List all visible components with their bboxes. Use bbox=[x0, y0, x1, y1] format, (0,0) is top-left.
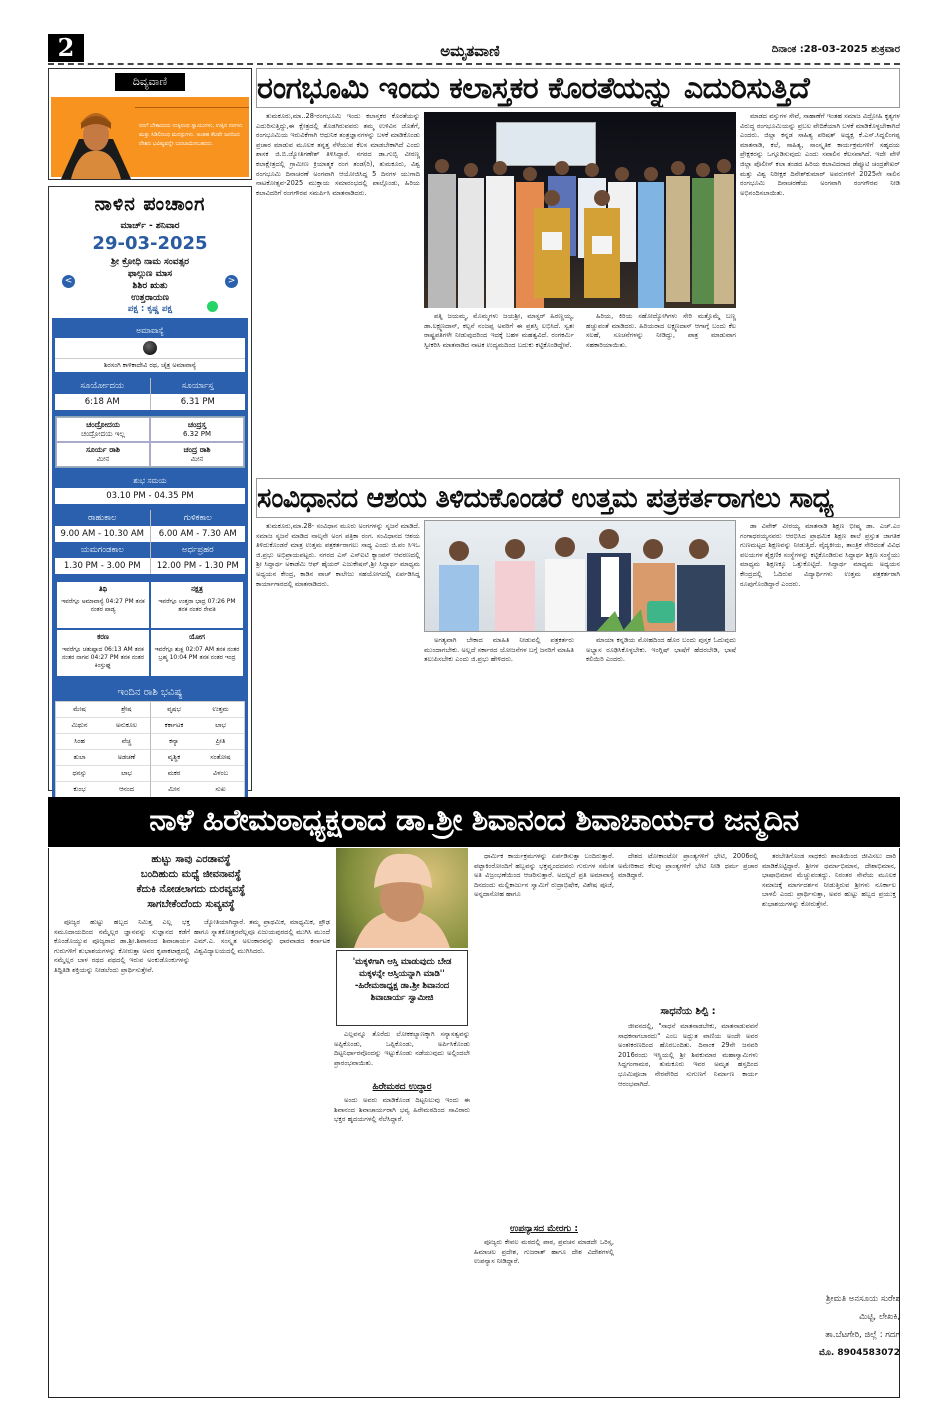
rashi-prediction: ಅಡಚಣೆ bbox=[103, 750, 150, 766]
headline-journalism: ಸಂವಿಧಾನದ ಆಶಯ ತಿಳಿದುಕೊಂಡರೆ ಉತ್ತಮ ಪತ್ರಕರ್ತರಾಗಲು ಸಾಧ್ಯ bbox=[256, 478, 900, 518]
amavasya-section bbox=[55, 324, 245, 372]
samvatsara: ಶ್ರೀ ಕ್ರೋಧಿ ನಾಮ ಸಂವತ್ಸರ bbox=[111, 257, 189, 267]
story2-text-1: ತುಮಕೂರು,ಮಾ.28- ಸಂವಿಧಾನ ಮೂರು ಅಂಗಗಳನ್ನು ಸೃಜನೆ ಮಾಡಿದೆ. ಸಮಾಜ ಸೃಜನೆ ಮಾಡಿದ ನಾಲ್ಕನೇ ಅಂಗ ಪತ್ರಿಕಾ ರಂಗ. ಸಂವಿಧಾನದ ಆಶಯ ತಿಳಿದುಕೊಂಡರೆ ಮಾತ್ರ ಉತ್ತಮ ಪತ್ರಕರ್ತರಾಗಲು ಸಾಧ್ಯ ಎಂದು ಜಿ.ಪಂ ಸಿಇಒ ಜಿ.ಪ್ರಭು ಅಭಿಪ್ರಾಯಪಟ್ಟರು. ನಗರದ ಎಸ್ ಎಸ್‍ಐಟಿ ಕ್ಯಾಂಪಸ್ ಆವರಣದಲ್ಲಿ ಶ್ರೀ ಸಿದ್ಧಾರ್ಥ ಅಕಾಡೆಮಿ ಆಫ್ ಹೈಯರ್ ಎಜುಕೇಷನ್,ಶ್ರೀ ಸಿದ್ಧಾರ್ಥ ಮಾಧ್ಯಮ ಅಧ್ಯಯನ ಕೇಂದ್ರ, ಕಾಡಿನ ವಾಚ್ ಕಾಲೇಜು ಸಹಯೋಗದಲ್ಲಿ ಏರ್ಪಡಿಸಿದ್ದ ಕಾರ್ಯಾಗಾರದಲ್ಲಿ ಮಾತನಾಡಿದರು. bbox=[256, 522, 420, 588]
shubha-time: 03.10 PM - 04.35 PM bbox=[106, 491, 194, 501]
moonset-label: ಚಂದ್ರಸ್ತ bbox=[187, 420, 207, 429]
subhead-udhara: ಹಿರೇಮಠದ ಉದ್ಧಾರ bbox=[372, 1082, 432, 1092]
rashi-name: ವೃಷಭ bbox=[150, 702, 197, 718]
rashi-prediction: ಆನಂದ bbox=[103, 782, 150, 798]
nakshatra: ಇವರೆಗ್ಗೂ ಉತ್ತರಾ ಭಾದ್ರ 07:26 PM ತನಕ ನಂತರ ರೇವತಿ bbox=[158, 598, 236, 613]
story2-text-2: ಅಗತ್ಯವಾಗಿ ಬೇಕಾದ ಮಾಹಿತಿ ನೀಡುವಲ್ಲಿ ಪತ್ರಕರ್ತರು ಮುಂದಾಗಬೇಕು. ಅಲ್ಲದೆ ಸರ್ಕಾರದ ಯೋಜನೆಗಳ ಬಗ್ಗೆ ಜನರಿಗೆ ಮಾಹಿತಿ ತಲುಪಿಸಬೇಕು ಎಂದು ಜಿ.ಪ್ರಭು ಹೇಳಿದರು. bbox=[424, 636, 574, 664]
story1-col1 bbox=[256, 112, 420, 474]
rashi-prediction: ವೆಚ್ಚ bbox=[103, 734, 150, 750]
gulika-time: 6.00 AM - 7.30 AM bbox=[150, 526, 246, 542]
ayana: ಉತ್ತರಾಯಣ bbox=[131, 293, 169, 303]
ritu: ಶಿಶಿರ ಋತು bbox=[132, 281, 168, 291]
surya-rashi: ಮೀನ bbox=[96, 455, 110, 463]
rashi-name: ಧನಸ್ಸು bbox=[56, 766, 103, 782]
abhijit-label: ಅರ್ಧಪ್ರಹರ bbox=[150, 542, 246, 558]
divyavani-title: ದಿವ್ಯವಾಣಿ bbox=[115, 73, 185, 91]
month-day: ಮಾರ್ಚ್ - ಶನಿವಾರ bbox=[120, 221, 180, 231]
rashi-prediction: ಉತ್ತಮ bbox=[197, 702, 244, 718]
rashi-name: ಸಿಂಹ bbox=[56, 734, 103, 750]
gulika-label: ಗುಳಿಕಕಾಲ bbox=[150, 510, 246, 526]
rashi-prediction: ಪ್ರೀತಿ bbox=[197, 734, 244, 750]
journalism-workshop-photo bbox=[424, 520, 736, 632]
story1-col3 bbox=[586, 312, 736, 474]
tithi: ಇವರೆಗ್ಗೂ ಅಮಾವಾಸ್ಯೆ 04:27 PM ತನಕ ನಂತರ ಪಾಡ್ಯ bbox=[61, 598, 145, 613]
story3-col5 bbox=[618, 852, 758, 1000]
panchanga-date-card bbox=[52, 217, 248, 318]
moonset: 6.32 PM bbox=[182, 430, 212, 438]
abhijit-time: 12.00 PM - 1.30 PM bbox=[150, 558, 246, 574]
swamiji-photo bbox=[336, 848, 468, 948]
rashi-name: ಕನ್ಯಾ bbox=[150, 734, 197, 750]
story3-col3a bbox=[334, 1030, 470, 1080]
moonrise-label: ಚಂದ್ರೋದಯ bbox=[86, 420, 120, 429]
whatsapp-icon[interactable] bbox=[207, 301, 218, 312]
tithi-label: ತಿಥಿ bbox=[98, 585, 108, 593]
story3-text-5b: ಜೀವನದಲ್ಲಿ, "ಸಾಧನೆ ಮಾತನಾಡಬೇಕು, ಮಾತನಾಡುವವನೆ ಸಾಧಕನಾಗಬಾರದು" ಎಂಬ ಅದ್ಭುತ ವಾಣಿಯ ಅಂದೇ ಅವರ ಅಂತಃಕರಣದಿಂದ ಹೊರಬಂದಿತು. ದಿನಾಂಕ 29ನೇ ಜನವರಿ 2016ರಂದು ಇಸ್ಥಿಯಲ್ಲಿ ಶ್ರೀ ಶಿವಕುಮಾರ ಮಹಾಸ್ವಾಮಿಗಳು ಸಿದ್ದಗಂಗಾಮಠ, ತುಮಕೂರು ಇವರ ಅಮೃತ ಹಸ್ತದಿಂದ ಭೂಮಿಪೂಜಾ ನೇರವೇರಿದ ಸುಗುಣಗೆ ನಿರ್ಮಾಣ ಕಾರ್ಯ ಆರಂಭವಾಗಿದೆ. bbox=[618, 1022, 758, 1088]
moonrise: ಚಂದ್ರೋದಯ ಇಲ್ಲ bbox=[81, 430, 125, 438]
rahu-time: 9.00 AM - 10.30 AM bbox=[60, 529, 144, 539]
rashi-prediction: ವಿಳಂಬ bbox=[197, 766, 244, 782]
page-number: 2 bbox=[48, 34, 84, 62]
rashi-table bbox=[55, 701, 245, 799]
panchanga-title: ನಾಳಿನ ಪಂಚಾಂಗ bbox=[94, 193, 206, 215]
story3-col2 bbox=[194, 918, 330, 1394]
story2-col1 bbox=[256, 522, 420, 792]
story3-col3b bbox=[334, 1096, 470, 1394]
rashi-prediction: ಶ್ರೇಷ bbox=[103, 702, 150, 718]
shubha-label: ಶುಭ ಸಮಯ bbox=[55, 474, 245, 488]
story1-text-2: ಪತ್ನಿ ಜಯಮ್ಮ, ಮೊಮ್ಮಗಳು ಜಯಶ್ರೀ, ಮಾಸ್ಟರ್ ಹಿರಣ್ಣಯ್ಯ, ಡಾ.ಲಕ್ಷ್ಮಣದಾಸ್, ಕಲ್ಪನೆ ನಂಜಪ್ಪ ಅವರಿಗೆ ಈ ಪ್ರಶಸ್ತಿ ಲಭಿಸಿದೆ. ಸ್ವತಃ ರಾಷ್ಟ್ರಪತಿಗಳೇ ನೀಡುವುದರಿಂದ ಇದಕ್ಕೆ ಬಹಳ ಮಹತ್ವವಿದೆ. ರಂಗಕರ್ಮಿ ಸ್ವೀಕರಿಸಿ ಮಾತನಾಡಿದ ನಾಟಕ ಉದ್ಯಮದಿಂದ ಬದುಕು ಕಟ್ಟಿಕೊಂಡಿದ್ದೇವೆ. bbox=[424, 312, 574, 349]
poem-line: ಸಾಗಬೇಕೆಂದೆಂದು ಸುವ್ಯವಸ್ಥೆ bbox=[147, 899, 235, 910]
story3-text-4: ಧಾರ್ಮಿಕ ಕಾರ್ಯಕ್ರಮಗಳನ್ನು ಏರ್ಪಡಿಸುತ್ತಾ ಬಂದಿರುತ್ತಾರೆ. ಪಟ್ಟಾಕಿಂರೋಂದಿಗೆ ಹಬ್ಬವನ್ನು ಭಕ್ತವೃಂದದವರು ಗುರುಗಳ ಸಮೇತ ಅತಿ ವಿಜ್ರಂಭಣೆಯಿಂದ ಆಚರಿಸುತ್ತಾರೆ. ಅದಲ್ಲದೆ ಪ್ರತಿ ಅಮಾವಾಸ್ಯೆ ದಿನದಂದು ಮಲ್ಲಿಕಾರ್ಜುನ ಸ್ವಾಮಿಗೆ ರುದ್ರಾಭಿಷೇಕ, ವಿಶೇಷ ಪೂಜೆ, ಅನ್ನದಾಸೋಹ ಹಾಗೂ bbox=[474, 852, 614, 899]
swami-portrait bbox=[57, 99, 135, 177]
story3-text-4b: ಪೂಜ್ಯರು ಕೇವಲ ಮಠದಲ್ಲಿ ಪಾಠ, ಪ್ರವಚನ ಮಾಡದೇ ಒರಿಸ್ಸ, ಹಿಮಾಚಲ ಪ್ರದೇಶ, ಗುಜರಾತ್ ಹಾಗೂ ದೇಶ ವಿದೇಶಗಳಲ್ಲಿ ಉಪನ್ಯಾಸ ನೀಡಿದ್ದಾರೆ. bbox=[474, 1238, 614, 1266]
story3-col4b bbox=[474, 1238, 614, 1394]
sidebar bbox=[48, 68, 252, 793]
story3-col6 bbox=[762, 852, 896, 1284]
author-phone: ಮೊ. 8904583072 bbox=[818, 1348, 900, 1358]
new-moon-icon bbox=[143, 341, 157, 355]
divyavani-quote: ನನಗೆ ಬೇಕಾದುದು ಉಕ್ಕಿನಂಥ ಸ್ನಾಯುಗಳು, ಉಕ್ಕಿನ ನರಗಳು ಮತ್ತು ಸಿಡಿಲಿನಂಥ ಮನಸ್ಸುಗಳು. ಅಂತಹ ಕೆಲವೇ ಜನರಿಂದ ದೇಶದ ಭವಿಷ್ಯವನ್ನೇ ಬದಲಾಯಿಸಬಹುದು. bbox=[135, 107, 249, 177]
divyavani-panel bbox=[51, 97, 249, 177]
rashi-name: ಮಿಥುನ bbox=[56, 718, 103, 734]
sunrise-label: ಸೂರ್ಯೋದಯ bbox=[80, 381, 125, 391]
author-signature bbox=[760, 1290, 900, 1362]
story3-col5b bbox=[618, 1022, 758, 1394]
story2-text-4: ಡಾ ವಿವೇಕ್ ವೀರಯ್ಯ ಮಾತನಾಡಿ ಶಿಕ್ಷಣ ಭೀಷ್ಮ ಡಾ. ಎಚ್.ಎಂ ಗಂಗಾಧರಯ್ಯನವರು ಆರಭಿಸಿದ ಪ್ರಾಥಮಿಕ ಶಿಕ್ಷಣ ಶಾಲೆ ಪ್ರಸ್ತುತ ಜಾಗತಿಕ ಗುಣಮಟ್ಟದ ಶಿಕ್ಷಣವನ್ನು ನೀಡುತ್ತಿದೆ. ವೈದ್ಯಕೀಯ, ತಾಂತ್ರಿಕ ಸೇರಿದಂತೆ ವಿವಿಧ ವಲಯಗಳ ಶೈಕ್ಷಣಿಕ ಸಂಸ್ಥೆಗಳನ್ನು ಕಟ್ಟಿಕೊಂಡಿರುವ ಸಿದ್ಧಾರ್ಥ ಶಿಕ್ಷಣ ಸಂಸ್ಥೆಯು ಮಾಧ್ಯಮ ಶಿಕ್ಷಣಕ್ಕೂ ಒತ್ತುಕೊಟ್ಟಿದೆ. ಸಿದ್ಧಾರ್ಥ ಮಾಧ್ಯಮ ಅಧ್ಯಯನ ಕೇಂದ್ರದಲ್ಲಿ ಓದಿರುವ ವಿದ್ಯಾರ್ಥಿಗಳು ಉತ್ತಮ ಪತ್ರಕರ್ತರಾಗಿ ರೂಪುಗೊಂಡಿದ್ದಾರೆ ಎಂದರು. bbox=[740, 522, 900, 588]
story1-text-1: ತುಮಕೂರು,ಮಾ..28-ರಂಗಭೂಮಿ ಇಂದು ಕಲಾಸ್ತಕರ ಕೊರತೆಯನ್ನು ಎದುರಿಸುತ್ತಿದ್ದು,ಈ ಕ್ಷೇತ್ರದಲ್ಲಿ ತೊಡಗಿರುವವರು ತಮ್ಮ ಉಳಿವಿನ ಜೊತೆಗೆ, ರಂಗಭೂಮಿಯ ಇರುವಿಕೆಗಾಗಿ ಆಧುನಿಕ ತಂತ್ರಜ್ಞಾನಗಳನ್ನು ಬಳಕೆ ಮಾಡಿಕೊಂಡು ಪ್ರಚಾರ ಮಾಡುವ ಮೂಲಕ ತನ್ನತ್ತ ಸೆಳೆಯುವ ಕೆಲಸ ಮಾಡಬೇಕಾಗಿದೆ ಎಂದು ಶಾಸಕ ಜಿ.ಬಿ.ಜ್ಯೋತಿಗಣೇಶ್ ತಿಳಿಸಿದ್ದಾರೆ. ನಗರದ ಡಾ.ಗುಬ್ಬಿ ವೀರಣ್ಣ ಕಲಾಕ್ಷೇತ್ರದಲ್ಲಿ ಗ್ರಾಮೀಣ ಕ್ರಿಯಾತ್ಮಕ ರಂಗ ತಂಡ(ರಿ), ತುಮಕೂರು, ವಿಶ್ವ ರಂಗಭೂಮಿ ದಿನಾಚರಣೆ ಅಂಗವಾಗಿ ಆಯೋಜಿಸಿದ್ದ 5 ದಿನಗಳ ಯುಗಾದಿ ನಾಟಕೋತ್ಸವ-2025 ಮುಕ್ತಾಯ ಸಮಾರಂಭದಲ್ಲಿ ಪಾಲ್ಗೊಂಡು, ಹಿರಿಯ ಕಲಾವಿದರಿಗೆ ರಂಗಗೌರವ ಸಮರ್ಪಿಸಿ ಮಾತನಾಡಿದರು. bbox=[256, 112, 420, 197]
rashi-name: ತುಲಾ bbox=[56, 750, 103, 766]
chandra-rashi: ಮೀನ bbox=[190, 455, 204, 463]
yoga: ಇವರೆಗ್ಗೂ ಶುಕ್ಲ 02:07 AM ತನಕ ನಂತರ ಬ್ರಹ್ಮ 10:04 PM ತನಕ ನಂತರ ಇಂದ್ರ bbox=[154, 646, 240, 661]
subhead-upanyasa: ಉಪನ್ಯಾಸದ ಮೇರಗು : bbox=[510, 1224, 578, 1234]
moon-rashi-grid bbox=[55, 416, 245, 468]
story3-col1 bbox=[54, 918, 190, 1394]
panchanga-date: 29-03-2025 bbox=[92, 233, 208, 254]
story1-text-3: ಹಿರಿಯ, ಕಿರಿಯ ಸಹೋದ್ಯೋಗಿಗಳು ಸೇರಿ ಮತ್ತೊಮ್ಮೆ ಬಣ್ಣ ಹಚ್ಚುವಂತೆ ಮಾಡಿದರು. ಹಿರಿಯರಾದ ಲಕ್ಷ್ಮಣದಾಸ್ ಆಗಾಗ್ಗೆ ಬಂದು ಕೆಲ ಸಲಹೆ, ಸೂಚನೆಗಳನ್ನು ನೀಡಿದ್ದು, ಪಾತ್ರ ಮಾಡುವಾಗ ಸಹಕಾರಿಯಾಯಿತು. bbox=[586, 312, 736, 349]
story3-text-6: ತರಬೇತಿಗೊಂಡ ಸಾಧಕರು ಶಾಂತಿಯಿಂದ ಜೀವಿಸಲು ದಾರಿ ಮಾಡಿಕೊಟ್ಟಿದ್ದಾರೆ. ಶ್ರೀಗಳ ಧರ್ಮಾಭಿಮಾನ, ದೇಶಾಭಿಮಾನ, ಭಾಷಾಭಿಮಾನ ಮೆಚ್ಚುವಂತದ್ದು. ನಿರಂತರ ಸೇವೆಯ ಮೂಲಕ ಸಮಾಜಕ್ಕೆ ಮಾರ್ಗದರ್ಶನ ನೀಡುತ್ತಿರುವ ಶ್ರೀಗಳು ನೂರ್ಕಾಲ ಬಾಳಲಿ ಎಂದು ಪ್ರಾರ್ಥಿಸುತ್ತಾ, ಅವರ ಹುಟ್ಟು ಹಬ್ಬದ ಪ್ರಯುಕ್ತ ಶುಭಾಶಯಗಳನ್ನು ಕೋರುತ್ತೇನೆ. bbox=[762, 852, 896, 908]
story2-col4 bbox=[740, 522, 900, 792]
rashi-name: ಕರ್ಕಾಟಕ bbox=[150, 718, 197, 734]
author-district: ತಾ.ಬೆಟಗೇರಿ, ಜಿಲ್ಲೆ : ಗದಗ bbox=[825, 1330, 900, 1340]
story2-col2 bbox=[424, 636, 574, 792]
prev-arrow-icon[interactable]: < bbox=[62, 275, 75, 288]
rashi-prediction: ಲಾಭ bbox=[103, 766, 150, 782]
author-place: ಮಿಟ್ಟಿ, ಲೇಖಕಿ, bbox=[859, 1312, 900, 1322]
story3-col4 bbox=[474, 852, 614, 1218]
sunset-time: 6.31 PM bbox=[150, 394, 246, 410]
subhead-sadhane: ಸಾಧನೆಯ ಶಿಲ್ಪಿ : bbox=[660, 1006, 716, 1017]
surya-rashi-label: ಸೂರ್ಯ ರಾಶಿ bbox=[85, 445, 121, 454]
author-name: ಶ್ರೀಮತಿ ಅನಸೂಯ ಸುರೇಶ bbox=[826, 1294, 900, 1304]
rashi-prediction: ಸಂತೋಷ bbox=[197, 750, 244, 766]
headline-theatre: ರಂಗಭೂಮಿ ಇಂದು ಕಲಾಸ್ತಕರ ಕೊರತೆಯನ್ನು ಎದುರಿಸುತ್ತಿದೆ bbox=[256, 68, 900, 108]
rashi-name: ಮಕರ bbox=[150, 766, 197, 782]
shubha-section bbox=[55, 474, 245, 504]
amavasya-note: ಶಿರಸಂಗಿ ಕಾಳಿಕಾದೇವಿ ರಥ, ಚೈತ್ರ ಅಮಾವಾಸ್ಯೆ bbox=[55, 358, 245, 372]
rahu-label: ರಾಹುಕಾಲ bbox=[88, 513, 117, 523]
kala-section bbox=[55, 510, 245, 574]
karana: ಇವರೆಗ್ಗೂ ಚತುಷ್ಪಾದ 06:13 AM ತನಕ ನಂತರ ನಾಗವ 04:27 PM ತನಕ ನಂತರ ಕಿಂಸ್ತುಘ್ನ bbox=[61, 646, 145, 669]
swamiji-quote: 'ಮಕ್ಕಳಿಗಾಗಿ ಆಸ್ತಿ ಮಾಡುವುದು ಬೇಡ ಮಕ್ಕಳನ್ನೇ ಆಸ್ತಿಯನ್ನಾಗಿ ಮಾಡಿ'' -ಹಿರೇಮಠಾಧ್ಯಕ್ಷ ಡಾ.ಶ್ರೀ ಶಿವಾನಂದ ಶಿವಾಚಾರ್ಯ ಸ್ವಾಮೀಜಿ bbox=[336, 950, 468, 1026]
tithi-grid bbox=[55, 580, 245, 678]
divyavani-box bbox=[48, 68, 252, 180]
yama-label: ಯಮಗಂಡಕಾಲ bbox=[80, 545, 124, 555]
story3-text-5: ದೇಶದ ಟೋಕಾಂಟೋ ಪ್ರಾಂತ್ಯಗಳಿಗೆ ಭೇಟಿ, 2006ರಲ್ಲಿ ಅಮೇರಿಕಾದ ಕೆಲವು ಪ್ರಾಂತ್ಯಗಳಿಗೆ ಭೇಟಿ ನೀಡಿ ಧರ್ಮ ಪ್ರಚಾರ ಮಾಡಿದ್ದಾರೆ. bbox=[618, 852, 758, 880]
panchanga-panel bbox=[52, 217, 248, 804]
headline-birthday: ನಾಳೆ ಹಿರೇಮಠಾಧ್ಯಕ್ಷರಾದ ಡಾ.ಶ್ರೀ ಶಿವಾನಂದ ಶಿವಾಚಾರ್ಯರ ಜನ್ಮದಿನ bbox=[48, 797, 900, 847]
next-arrow-icon[interactable]: > bbox=[225, 275, 238, 288]
rashi-prediction: ಲಾಭ bbox=[197, 718, 244, 734]
story2-col3 bbox=[586, 636, 736, 792]
poem-line: ಹುಟ್ಟು ಸಾವು ಎರಡಾವಸ್ಥೆ bbox=[151, 854, 231, 865]
karana-label: ಕರಣ bbox=[97, 633, 109, 641]
poem bbox=[56, 852, 326, 912]
story3-text-3b: ಅಂದು ಅವರು ಮಾಡಿಕೊಂಡ ದಿಟ್ಟನಿಲುವು ಇಂದು ಈ ಶಿವಾನಂದ ಶಿವಾಚಾರ್ಯರಾಗಿ ಭವ್ಯ ಹಿರೇಮಠದಿಂದ ಸಾವಿರಾರು ಭಕ್ತರ ಹೃದಯಗಳಲ್ಲಿ ನೆಲೆಸಿದ್ದಾರೆ. bbox=[334, 1096, 470, 1124]
poem-line: ಬಂದಿಹುದು ಮಧ್ಯೆ ಜೀವನಾವಸ್ಥೆ bbox=[140, 869, 242, 880]
theatre-award-photo bbox=[424, 112, 736, 308]
rashi-name: ಕುಂಭ bbox=[56, 782, 103, 798]
header-divider bbox=[48, 63, 900, 65]
story3-text-3a: ಎಲ್ಲವನ್ನೂ ತೊರೆದು ಲೋಕಕಲ್ಯಾಣಕ್ಕಾಗಿ ಸನ್ಯಾಸತ್ವವನ್ನು ಅಪ್ಪಿಕೊಂಡು, ಒಪ್ಪಿಕೊಂಡು, ಅರ್ಪಿಸಿಕೊಂಡು ದಿಟ್ಟನಿರ್ಧಾರವೊಂದನ್ನು ಇಟ್ಟುಕೊಂಡು ನಡೆಯುವುದು ಅಲ್ಲಿಂದಲೇ ಪ್ರಾರಂಭವಾಯಿತು. bbox=[334, 1030, 470, 1067]
poem-line: ಕೆದುಕಿ ನೋಡಲಾಗದು ದುರವ್ಯವಸ್ಥೆ bbox=[136, 884, 246, 895]
sunset-label: ಸೂರ್ಯಾಸ್ತ bbox=[150, 378, 246, 394]
yoga-label: ಯೋಗ bbox=[189, 633, 205, 641]
story1-col2 bbox=[424, 312, 574, 474]
yama-time: 1.30 PM - 3.00 PM bbox=[63, 561, 141, 571]
masa: ಫಾಲ್ಗುಣ ಮಾಸ bbox=[127, 269, 173, 279]
sun-section bbox=[55, 378, 245, 410]
paksha: ಪಕ್ಷ : ಕೃಷ್ಣ ಪಕ್ಷ bbox=[127, 304, 173, 314]
masthead: ಅಮೃತವಾಣಿ bbox=[440, 42, 500, 60]
story3-text-1: ಪೂಜ್ಯರ ಹುಟ್ಟು ಹಬ್ಬದ ನಿಮಿತ್ತ ಎಲ್ಲ ಭಕ್ತ ಸಮೂದಾಯದಿಂದ ನಮ್ಮೆಲ್ಲರ ಜ್ಞಾನವನ್ನು ಸುಜ್ಞಾನದ ಕಡೆಗೆ ಕೊಂಡೊಯ್ಯುವ ಪೂಜ್ಯರಾದ ಡಾ.ಶ್ರೀ.ಶಿವಾನಂದ ಶಿವಾಚಾರ್ಯ ಗುರುಗಳಿಗೆ ಶುಭಾಶಯಗಳನ್ನು ಕೋರುತ್ತಾ ಅವರ ಕೃಪಾಕಟಾಕ್ಷದಲ್ಲಿ ನಮ್ಮೆಲ್ಲರ ಬಾಳ ರಥದ ಪಥದಲ್ಲಿ ಇರುವ ಅಂಕುಡೊಂಕುಗಳನ್ನು ತಿದ್ದಿತಿಡಿ ಶಕ್ತಿಯನ್ನು ನೀಡಲೆಂದು ಪ್ರಾರ್ಥಿಸುತ್ತೇವೆ. bbox=[54, 918, 190, 974]
story1-col4 bbox=[740, 112, 900, 474]
story1-text-4: ಮಾಡದ ವಸ್ತುಗಳ ಸೇವೆ, ಸಾಹಾಣೆಗೆ ಇಂತಹ ಸಮಾಜ ವಿದ್ರೋಹಿ ಕೃತ್ಯಗಳ ವಿರುದ್ಧ ರಂಗಭೂಮಿಯನ್ನು ಪ್ರಬಲ ವೇದಿಕೆಯಾಗಿ ಬಳಕೆ ಮಾಡಿಕೊಳ್ಳಬೇಕಾಗಿದೆ ಎಂದರು. ಜಿಲ್ಲಾ ಕನ್ನಡ ಸಾಹಿತ್ಯ ಪರಿಷತ್ ಅಧ್ಯಕ್ಷ ಕೆ.ಎಸ್.ಸಿದ್ದಲಿಂಗಪ್ಪ ಮಾತನಾಡಿ, ಕಲೆ, ಸಾಹಿತ್ಯ, ಸಾಂಸ್ಕೃತಿಕ ಕಾರ್ಯಕ್ರಮಗಳಿಗೆ ಸಹೃದಯ ಪ್ರೇಕ್ಷಕರನ್ನು ಒಗ್ಗೂಡಿಸುವುದು ಎಂದು ಸವಾಲಿನ ಕೆಲಸವಾಗಿದೆ. ಇದೇ ವೇಳೆ ಜಿಲ್ಲಾ ಪೊಲೀಸ್ ಕಲಾ ತಂಡದ ಹಿರಿಯ ಕಲಾವಿದರಾದ ಡೆಪ್ಯೂಟಿ ಚಂದ್ರಶೇಖರ್ ಮತ್ತು ವಿಶ್ವ ನಿರೀಕ್ಷಕ ದಿನೇಶ್‍ಕುಮಾರ್ ಅವರುಗಳಿಗೆ 2025ನೇ ಸಾಲಿನ ರಂಗಭೂಮಿ ದಿನಾಚರಣೆಯ ಅಂಗವಾಗಿ ರಂಗಗೌರವ ನೀಡಿ ಅಭಿನಂದಿಸಲಾಯಿತು. bbox=[740, 112, 900, 197]
amavasya-label: ಅಮಾವಾಸ್ಯೆ bbox=[55, 324, 245, 338]
rashi-name: ಮೇಷ bbox=[56, 702, 103, 718]
story2-text-3: ಮಾಯಾ ಕನ್ನಡಿಯ ಮೋಹದಿಂದ ಹೊರ ಬಂದು ಪುಸ್ತಕ ಓದುವುದು ಅಭ್ಯಾಸ ರೂಢಿಸಿಕೊಳ್ಳಬೇಕು. ಇಂಗ್ಲಿಷ್ ಭಾಷೆಗೆ ಹೆದರಬೇಡಿ, ಭಾಷೆ ಕಲಿಯಿರಿ ಎಂದರು. bbox=[586, 636, 736, 664]
rashi-prediction: ಅನುಕೂಲ bbox=[103, 718, 150, 734]
rashi-name: ಮೀನ bbox=[150, 782, 197, 798]
sunrise-time: 6:18 AM bbox=[84, 397, 120, 407]
dateline: ದಿನಾಂಕ :28-03-2025 ಶುಕ್ರವಾರ bbox=[771, 44, 900, 55]
story3-text-2: ಜ್ಯೋತಿಯಾಗಿದ್ದಾರೆ. ತಮ್ಮ ಪ್ರಾಥಮಿಕ, ಮಾಧ್ಯಮಿಕ, ಪ್ರೌಢ ಹಾಗೂ ಸ್ನಾತಕೋತ್ತರವೆಲ್ಲವೂ ಏಜುಯಪುರದಲ್ಲಿ ಮುಗಿಸಿ ಮುಂದೆ ಎಮ್.ಎ. ಸಂಸ್ಕೃತ ಅಲಂಕಾರವನ್ನು ಧಾರವಾಡದ ಕರ್ನಾಟಕ ವಿಶ್ವವಿದ್ಯಾಲಯದಲ್ಲಿ ಮುಗಿಸಿದರು. bbox=[194, 918, 330, 955]
rashi-name: ವೃಶ್ಚಿಕ bbox=[150, 750, 197, 766]
rashi-section bbox=[55, 684, 245, 799]
panchanga-box bbox=[48, 186, 252, 791]
rashi-title: ಇಂದಿನ ರಾಶಿ ಭವಿಷ್ಯ bbox=[55, 684, 245, 701]
rashi-prediction: ಸುಖ bbox=[197, 782, 244, 798]
nakshatra-label: ನಕ್ಷತ್ರ bbox=[191, 585, 203, 593]
chandra-rashi-label: ಚಂದ್ರ ರಾಶಿ bbox=[183, 445, 211, 454]
